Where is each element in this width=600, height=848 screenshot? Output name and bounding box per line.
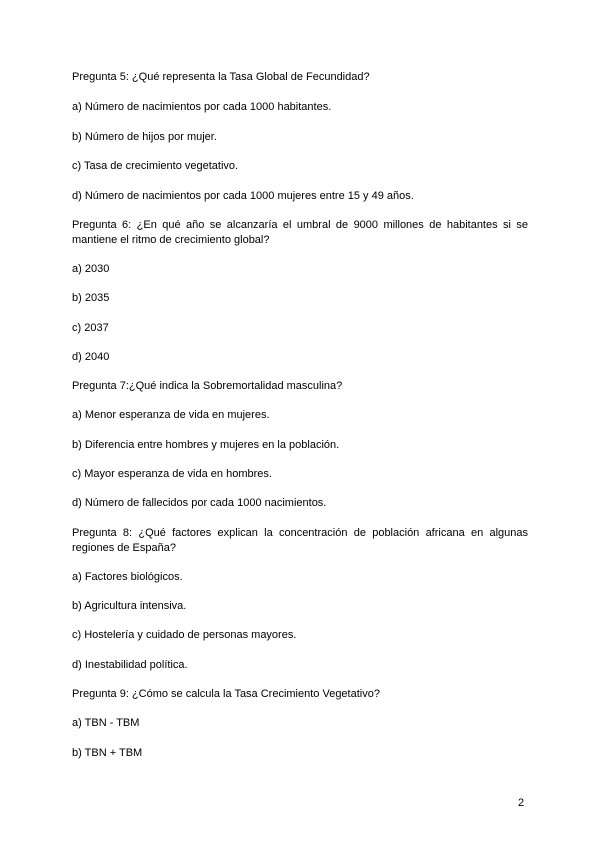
question-6-prompt: Pregunta 6: ¿En qué año se alcanzaría el umbral de 9000 millones de habitantes si se mantiene el ritmo de crecimiento global? bbox=[72, 219, 528, 246]
page-number: 2 bbox=[518, 797, 525, 809]
question-7-prompt: Pregunta 7:¿Qué indica la Sobremortalidad masculina? bbox=[72, 380, 343, 392]
question-9-option-b: b) TBN + TBM bbox=[72, 747, 143, 759]
question-8-option-b: b) Agricultura intensiva. bbox=[72, 600, 187, 612]
question-7-option-b: b) Diferencia entre hombres y mujeres en la población. bbox=[72, 439, 340, 451]
question-5-prompt: Pregunta 5: ¿Qué representa la Tasa Global de Fecundidad? bbox=[72, 71, 370, 83]
question-6-option-a: a) 2030 bbox=[72, 263, 110, 275]
question-6-option-d: d) 2040 bbox=[72, 351, 110, 363]
question-5-option-c: c) Tasa de crecimiento vegetativo. bbox=[72, 160, 239, 172]
question-5-option-a: a) Número de nacimientos por cada 1000 habitantes. bbox=[72, 101, 332, 113]
question-6-option-c: c) 2037 bbox=[72, 322, 109, 334]
question-7-option-c: c) Mayor esperanza de vida en hombres. bbox=[72, 468, 272, 480]
question-7-option-a: a) Menor esperanza de vida en mujeres. bbox=[72, 409, 270, 421]
question-5-option-d: d) Número de nacimientos por cada 1000 mujeres entre 15 y 49 años. bbox=[72, 190, 414, 202]
question-8-option-a: a) Factores biológicos. bbox=[72, 571, 183, 583]
question-9-prompt: Pregunta 9: ¿Cómo se calcula la Tasa Crecimiento Vegetativo? bbox=[72, 688, 380, 700]
question-5-option-b: b) Número de hijos por mujer. bbox=[72, 131, 217, 143]
question-7-option-d: d) Número de fallecidos por cada 1000 nacimientos. bbox=[72, 497, 327, 509]
question-6-option-b: b) 2035 bbox=[72, 292, 110, 304]
question-8-prompt: Pregunta 8: ¿Qué factores explican la concentración de población africana en algunas regiones de España? bbox=[72, 527, 528, 554]
question-8-option-c: c) Hostelería y cuidado de personas mayores. bbox=[72, 629, 297, 641]
question-8-option-d: d) Inestabilidad política. bbox=[72, 659, 188, 671]
question-9-option-a: a) TBN - TBM bbox=[72, 717, 140, 729]
